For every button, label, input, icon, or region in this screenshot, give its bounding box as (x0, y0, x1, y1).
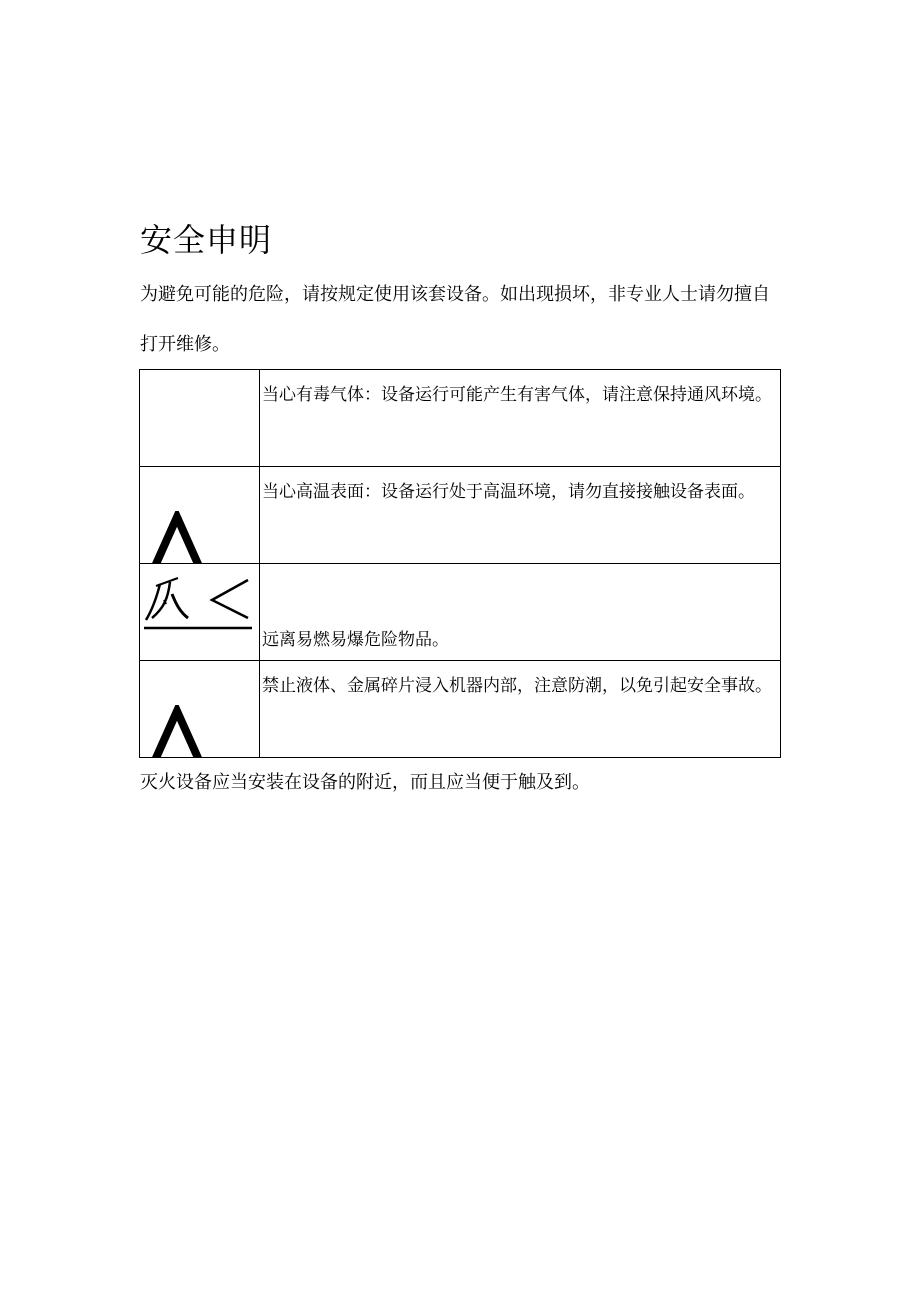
warning-icon-cell (140, 467, 260, 564)
warning-triangle-icon (146, 511, 208, 564)
safety-warnings-table (139, 369, 781, 758)
table-row (140, 564, 781, 661)
warning-text: 禁止液体、金属碎片浸入机器内部，注意防潮，以免引起安全事故。 (260, 661, 781, 758)
warning-icon-cell (140, 661, 260, 758)
table-row (140, 661, 781, 758)
closing-paragraph: 灭火设备应当安装在设备的附近，而且应当便于触及到。 (140, 772, 590, 793)
warning-text: 当心有毒气体：设备运行可能产生有害气体，请注意保持通风环境。 (260, 370, 781, 467)
table-row (140, 467, 781, 564)
page-title: 安全申明 (140, 221, 273, 259)
flame-icon (142, 570, 254, 632)
warning-icon-cell (140, 370, 260, 467)
warning-text-cell (260, 564, 781, 661)
warning-text: 当心高温表面：设备运行处于高温环境，请勿直接接触设备表面。 (260, 467, 781, 564)
warning-text: 远离易燃易爆危险物品。 (262, 630, 449, 650)
warning-triangle-icon (146, 705, 208, 758)
intro-paragraph: 为避免可能的危险，请按规定使用该套设备。如出现损坏，非专业人士请勿擅自打开维修。 (140, 284, 770, 355)
warning-icon-cell (140, 564, 260, 661)
table-row (140, 370, 781, 467)
